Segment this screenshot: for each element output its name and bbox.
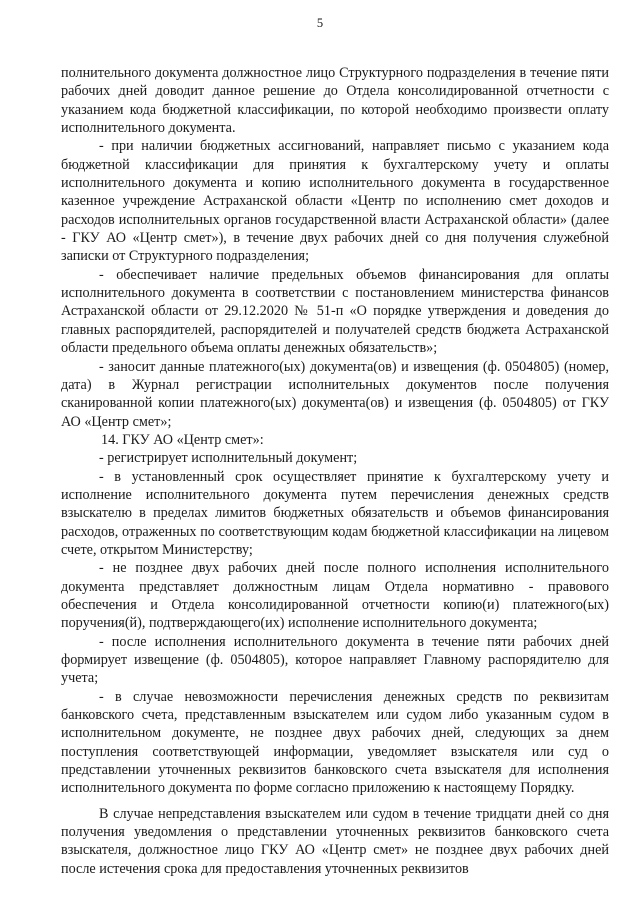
paragraph-non-submission: В случае непредставления взыскателем или судом в течение тридцати дней со дня получения уведомления о представлении уточненных реквизитов банковского счета взыскателя, должностное лицо ГКУ АО «Центр смет» не позднее двух рабочих дней после истечения срока для предоставления уточненных реквизитов: [61, 805, 609, 877]
paragraph-notice-form: - после исполнения исполнительного документа в течение пяти рабочих дней формирует извещение (ф. 0504805), которое направляет Главному распорядителю для учета;: [61, 633, 609, 687]
paragraph-payment-orders: - не позднее двух рабочих дней после полного исполнения исполнительного документа представляет должностным лицам Отдела нормативно - правового обеспечения и Отдела консолидированной отчетности копию(и) платежного(ых) поручения(й), подтверждающего(их) исполнение исполнительного документа;: [61, 560, 609, 632]
page-number: 5: [316, 16, 324, 30]
paragraph-continuation: полнительного документа должностное лицо Структурного подразделения в течение пяти рабочих дней доводит данное решение до Отдела консолидированной отчетности с указанием кода бюджетной классификации, по которой необходимо произвести оплату исполнительного документа.: [61, 65, 609, 137]
paragraph-bank-details: - в случае невозможности перечисления денежных средств по реквизитам банковского счета, представленным взыскателем или судом либо указанным судом в исполнительном документе, не позднее двух рабочих дней, следующих за днем поступления соответствующей информации, уведомляет взыскателя или суд о представлении уточненных реквизитов банковского счета взыскателя для исполнения исполнительного документа по форме согласно приложению к настоящему Порядку.: [61, 688, 609, 797]
paragraph-financing-limits: - обеспечивает наличие предельных объемов финансирования для оплаты исполнительного документа в соответствии с постановлением министерства финансов Астраханской области от 29.12.2020 № 51-п «О порядке утверждения и доведения до главных распорядителей, распорядителей и получателей средств бюджета Астраханской области предельного объема оплаты денежных обязательств»;: [61, 266, 609, 357]
paragraph-registers-document: - регистрирует исполнительный документ;: [99, 450, 358, 467]
paragraph-budget-allocations: - при наличии бюджетных ассигнований, направляет письмо с указанием кода бюджетной классификации для принятия к бухгалтерскому учету и оплаты исполнительного документа и копию исполнительного документа в государственное казенное учреждение Астраханской области «Центр по исполнению смет доходов и расходов исполнительных органов государственной власти Астраханской области» (далее - ГКУ АО «Центр смет»), в течение двух рабочих дней со дня получения служебной записки от Структурного подразделения;: [61, 138, 609, 265]
section-14-heading: 14. ГКУ АО «Центр смет»:: [101, 431, 264, 448]
paragraph-journal-entry: - заносит данные платежного(ых) документа(ов) и извещения (ф. 0504805) (номер, дата) в Журнал регистрации исполнительных документов после получения сканированной копии платежного(ых) документа(ов) и извещения (ф. 0504805) от ГКУ АО «Центр смет»;: [61, 358, 609, 430]
document-body: [61, 64, 609, 878]
paragraph-accounting-execution: - в установленный срок осуществляет принятие к бухгалтерскому учету и исполнение исполнительного документа путем перечисления денежных средств взыскателю в пределах лимитов бюджетных обязательств и объемов финансирования расходов, отраженных по соответствующим кодам бюджетной классификации на лицевом счете, открытом Министерству;: [61, 468, 609, 558]
